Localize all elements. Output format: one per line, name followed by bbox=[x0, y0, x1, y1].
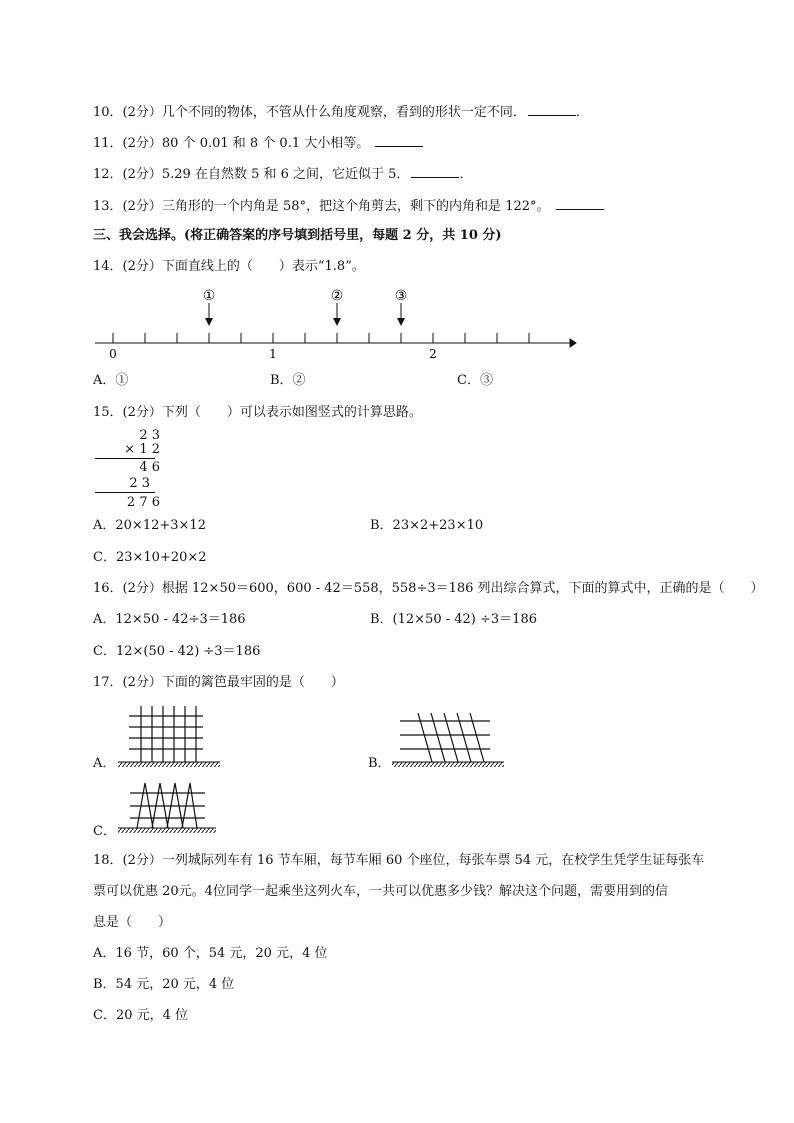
q16-option-a[interactable]: A．12×50 - 42÷3＝186 bbox=[93, 612, 246, 627]
q18-option-b[interactable]: B．54 元，20 元，4 位 bbox=[93, 977, 235, 992]
question-12: 12．(2分）5.29 在自然数 5 和 6 之间，它近似于 5． ． bbox=[93, 167, 473, 182]
question-10: 10．(2分）几个不同的物体，不管从什么角度观察，看到的形状一定不同． ． bbox=[93, 105, 589, 120]
q17-option-b[interactable]: B． bbox=[368, 756, 391, 771]
question-17: 17．(2分）下面的篱笆最牢固的是（ ） bbox=[93, 675, 344, 690]
q18-option-c[interactable]: C．20 元，4 位 bbox=[93, 1008, 189, 1023]
tick-label-1: 1 bbox=[269, 347, 277, 361]
section-heading: 三、我会选择。(将正确答案的序号填到括号里，每题 2 分，共 10 分) bbox=[93, 228, 502, 243]
q16-option-b[interactable]: B．(12×50 - 42) ÷3＝186 bbox=[370, 612, 537, 627]
tick-label-0: 0 bbox=[109, 347, 117, 361]
question-11: 11．(2分）80 个 0.01 和 8 个 0.1 大小相等。 bbox=[93, 134, 423, 153]
marker-label-3: ③ bbox=[394, 288, 408, 304]
q15-option-b[interactable]: B．23×2+23×10 bbox=[370, 518, 484, 533]
q14-option-b[interactable]: B．② bbox=[270, 373, 306, 388]
q17-option-c[interactable]: C． bbox=[93, 824, 116, 839]
marker-label-1: ① bbox=[202, 288, 216, 304]
question-15: 15．(2分）下列（ ）可以表示如图竖式的计算思路。 bbox=[93, 405, 422, 420]
question-18-line3: 息是（ ） bbox=[93, 915, 172, 930]
ground-b bbox=[392, 762, 504, 767]
question-18-line1: 18．(2分）一列城际列车有 16 节车厢，每节车厢 60 个座位，每张车票 54 元，在校学生凭学生证每张车 bbox=[93, 853, 705, 868]
q15-option-c[interactable]: C．23×10+20×2 bbox=[93, 550, 207, 565]
q16-option-c[interactable]: C．12×(50 - 42) ÷3＝186 bbox=[93, 644, 261, 659]
q17-option-a[interactable]: A． bbox=[93, 756, 116, 771]
q14-option-c[interactable]: C．③ bbox=[457, 373, 493, 388]
fence-a-square-grid bbox=[129, 706, 203, 762]
question-14: 14．(2分）下面直线上的（ ）表示“1.8”。 bbox=[93, 259, 365, 274]
ground-a bbox=[118, 762, 220, 767]
question-13: 13．(2分）三角形的一个内角是 58°，把这个角剪去，剩下的内角和是 122°。 bbox=[93, 197, 604, 216]
tick-label-2: 2 bbox=[429, 347, 437, 361]
q15-option-a[interactable]: A．20×12+3×12 bbox=[93, 518, 206, 533]
fence-b-parallelogram bbox=[400, 713, 490, 762]
question-18-line2: 票可以优惠 20元。4位同学一起乘坐这列火车，一共可以优惠多少钱？解决这个问题，需要用到的信 bbox=[93, 884, 668, 899]
fence-c-triangles bbox=[130, 783, 205, 828]
q14-option-a[interactable]: A．① bbox=[93, 373, 129, 388]
question-16: 16．(2分）根据 12×50＝600，600 - 42＝558，558÷3＝186 列出综合算式，下面的算式中，正确的是（ ） bbox=[93, 581, 764, 596]
ground-c bbox=[118, 828, 216, 833]
q18-option-a[interactable]: A．16 节，60 个，54 元，20 元，4 位 bbox=[93, 946, 328, 961]
marker-label-2: ② bbox=[330, 288, 344, 304]
